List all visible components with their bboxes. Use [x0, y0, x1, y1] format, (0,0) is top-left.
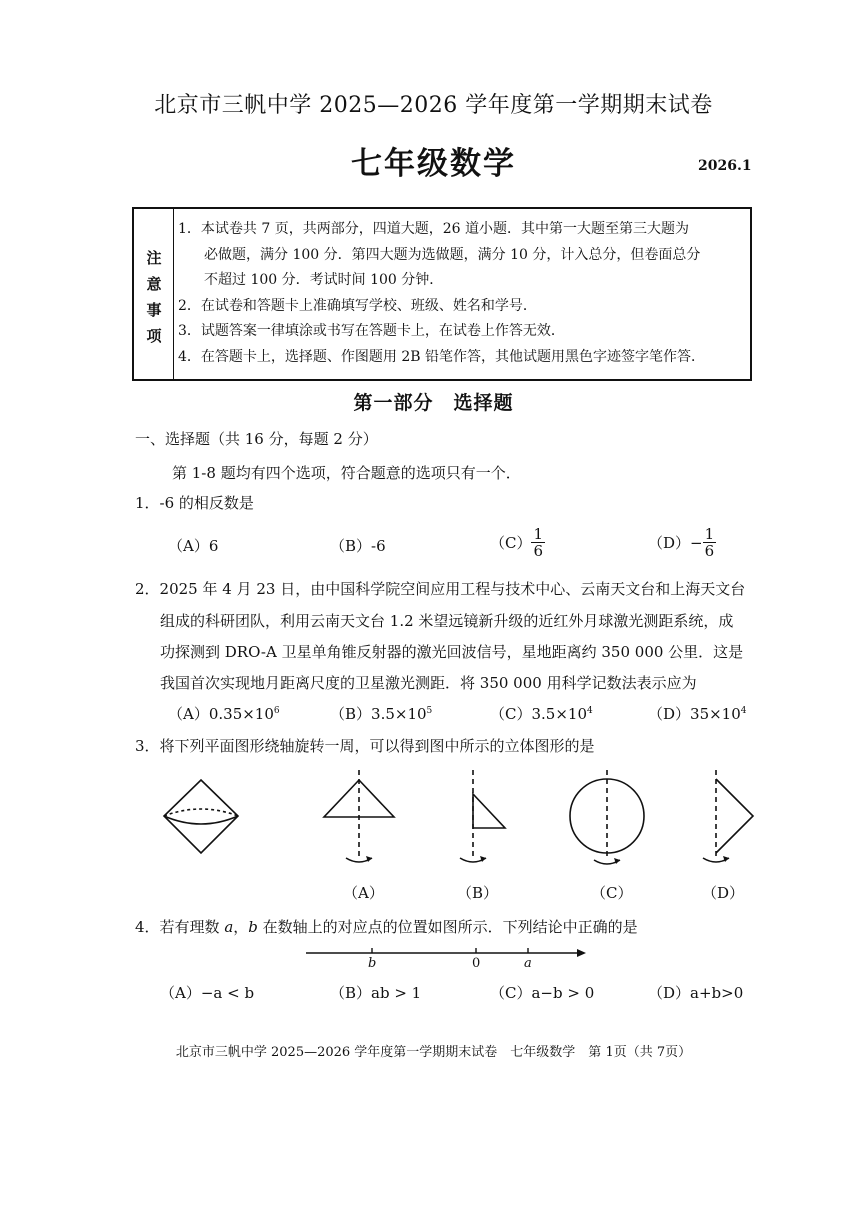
q4-var-b: b — [248, 918, 258, 936]
q3-label-b: （B） — [457, 884, 499, 902]
q2-line: 功探测到 DRO-A 卫星单角锥反射器的激光回波信号，星地距离约 350 000 公里．这是 — [160, 643, 744, 661]
notice-line: 3．试题答案一律填涂或书写在答题卡上，在试卷上作答无效． — [178, 323, 565, 339]
notice-head-char: 意 — [146, 275, 162, 293]
q3-label-d: （D） — [702, 884, 745, 902]
denominator: 6 — [533, 542, 544, 560]
exponent: 5 — [426, 706, 433, 716]
exam-title: 北京市三帆中学 2025—2026 学年度第一学期期末试卷 — [154, 93, 713, 118]
q1-stem: 1．-6 的相反数是 — [135, 494, 254, 512]
exponent: 4 — [587, 706, 593, 716]
q2-option-b — [330, 703, 432, 724]
notice-line: 不超过 100 分．考试时间 100 分钟． — [204, 272, 444, 288]
notice-box — [132, 207, 752, 381]
page-footer: 北京市三帆中学 2025—2026 学年度第一学期期末试卷 七年级数学 第 1页（共 7页） — [175, 1045, 692, 1060]
option-b-figure — [460, 770, 505, 862]
exponent: 6 — [273, 706, 280, 716]
q2-option-d-text: （D）35×10 — [648, 705, 741, 723]
notice-head-char: 事 — [146, 301, 162, 319]
q2-option-c — [490, 703, 593, 724]
notice-line: 2．在试卷和答题卡上准确填写学校、班级、姓名和学号． — [178, 297, 537, 314]
q4-stem — [135, 916, 638, 937]
q4-stem-sep: ， — [233, 918, 249, 936]
q4-stem-post: 在数轴上的对应点的位置如图所示．下列结论中正确的是 — [257, 918, 638, 936]
q3-stem: 3．将下列平面图形绕轴旋转一周，可以得到图中所示的立体图形的是 — [135, 737, 595, 755]
q2-option-d — [648, 703, 747, 724]
option-a-figure — [324, 770, 394, 862]
q2-option-c-text: （C）3.5×10 — [490, 705, 587, 723]
q2-line: 组成的科研团队，利用云南天文台 1.2 米望远镜新升级的近红外月球激光测距系统，成 — [160, 612, 734, 630]
q3-label-c: （C） — [591, 884, 633, 902]
q2-line: 2．2025 年 4 月 23 日，由中国科学院空间应用工程与技术中心、云南天文台和上海天文台 — [135, 580, 746, 598]
q3-figures — [0, 760, 867, 900]
q2-option-a — [168, 703, 280, 724]
notice-head-char: 注 — [146, 249, 162, 267]
notice-line: 4．在答题卡上，选择题、作图题用 2B 铅笔作答，其他试题用黑色字迹签字笔作答． — [178, 348, 706, 365]
notice-line: 必做题，满分 100 分．第四大题为选做题，满分 10 分，计入总分，但卷面总分 — [204, 246, 701, 263]
subject-title: 七年级数学 — [351, 146, 516, 182]
exam-date: 2026.1 — [698, 158, 752, 174]
notice-head-char: 项 — [146, 327, 162, 345]
option-c-figure — [570, 770, 644, 864]
q2-option-a-text: （A）0.35×10 — [168, 705, 274, 723]
q4-option-b: （B）ab > 1 — [330, 984, 422, 1002]
q1-option-d — [648, 526, 716, 559]
fraction — [703, 526, 717, 559]
q1-option-c — [490, 526, 545, 559]
section-intro: 第 1-8 题均有四个选项，符合题意的选项只有一个． — [172, 464, 521, 482]
q4-option-a: （A）−a < b — [160, 984, 255, 1002]
q1-option-a: （A）6 — [168, 537, 219, 555]
q4-var-a: a — [224, 918, 234, 936]
axis-label-a: a — [524, 956, 532, 971]
q1-option-d-label: （D）− — [648, 534, 703, 552]
q1-option-b: （B）-6 — [330, 537, 386, 555]
axis-label-b: b — [368, 956, 377, 971]
option-d-figure — [703, 770, 753, 862]
part-title: 第一部分 选择题 — [353, 392, 514, 414]
number-line — [300, 940, 600, 980]
fraction — [531, 526, 545, 559]
notice-body — [178, 217, 752, 370]
double-cone-figure — [164, 780, 238, 853]
axis-label-zero: 0 — [472, 956, 481, 971]
q2-line: 我国首次实现地月距离尺度的卫星激光测距．将 350 000 用科学记数法表示应为 — [160, 674, 697, 692]
notice-line: 1．本试卷共 7 页，共两部分，四道大题，26 道小题．其中第一大题至第三大题为 — [178, 221, 689, 237]
q4-option-c: （C）a−b > 0 — [490, 984, 595, 1002]
notice-heading — [134, 209, 174, 379]
q1-option-c-label: （C） — [490, 534, 532, 552]
numerator: 1 — [704, 525, 715, 543]
q2-option-b-text: （B）3.5×10 — [330, 705, 427, 723]
q4-stem-pre: 4．若有理数 — [135, 918, 225, 936]
denominator: 6 — [704, 542, 715, 560]
numerator: 1 — [533, 525, 544, 543]
q4-option-d: （D）a+b>0 — [648, 984, 744, 1002]
q3-label-a: （A） — [343, 884, 384, 902]
section-heading: 一、选择题（共 16 分，每题 2 分） — [135, 430, 378, 448]
exponent: 4 — [740, 706, 747, 716]
